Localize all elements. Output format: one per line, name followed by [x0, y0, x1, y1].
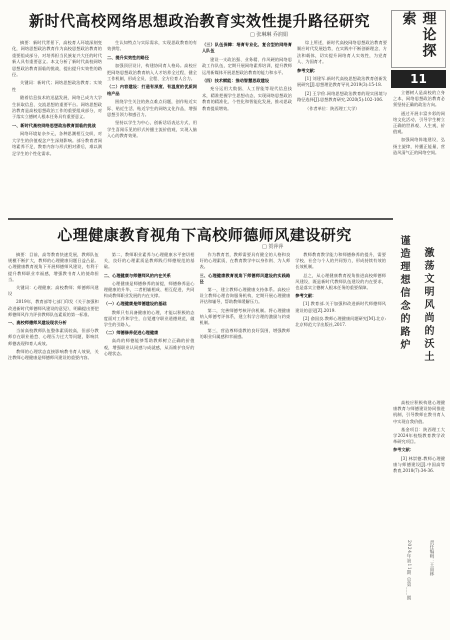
paragraph: 教师的心理状态直接影响教书育人效果，关注教师心理健康是师德师风建设的重要内容。 — [8, 348, 99, 361]
paragraph: 第三，营造尊师重教的良好氛围，增强教师的职业归属感和幸福感。 — [199, 328, 291, 340]
paragraph: 当前高校教师队伍整体素质较高，但部分教师存在职业倦怠、心理压力过大等问题，影响其师德表现和育人成效。 — [8, 328, 99, 346]
article1-col1 — [12, 40, 102, 220]
paragraph: 高尚的师德能够帮助教师树立正确的价值观，增强职业认同感与成就感，从而维护良好的心理状态。 — [103, 338, 195, 356]
article2-col3 — [200, 252, 291, 632]
subheading: 二、提升实效性的路径 — [107, 54, 149, 60]
paragraph: [1] 教育部.关于加强和改进新时代师德师风建设的意见[Z].2019. — [295, 301, 386, 313]
paragraph: 第二，完善师德考核评价机制。将心理健康纳入师德考评体系，建立科学合理的激励与约束机制。 — [199, 307, 291, 326]
paragraph: [1] 刘建军.新时代高校思想政治教育创新发展研究[J].思想理论教育导刊,2019(3):15-18. — [297, 76, 387, 88]
paragraph: 综上所述，新时代高校网络思想政治教育要顺应时代发展趋势，在实践中不断创新理念、方法和载体，切实提升网络育人实效性，为党育人、为国育才。 — [297, 40, 387, 65]
article2-author: □ 贺萍萍 — [262, 244, 284, 250]
paragraph: 教师只有具备健康的心理，才能以积极的态度面对工作和学生，自觉遵守职业道德规范，做学生的引路人。 — [103, 309, 195, 328]
subheading: 一、新时代高校网络思想政治教育面临的挑战 — [12, 122, 96, 128]
slogan-block — [392, 235, 447, 395]
subheading: （二）内容建设：打造有深度、有温度的优质网络产品 — [107, 84, 197, 96]
paragraph: 建设一支政治强、业务精、作风硬的网络思政工作队伍，定期开展网络素养培训，提升教师运用新媒体开展思想政治教育的能力和水平。 — [202, 56, 292, 75]
subheading: （二）师德修养促进心理健康 — [103, 330, 159, 336]
article1-title: 新时代高校网络思想政治教育实效性提升路径研究 — [28, 12, 370, 30]
paragraph: 加强网络阵地建设，弘扬主旋律，传播正能量，营造风清气正的网络空间。 — [393, 137, 445, 155]
article2-col4 — [295, 252, 386, 632]
paragraph: 基金项目：陕西理工大学2024年校级教育教学改革研究项目。 — [393, 426, 445, 445]
paragraph: 摘要：目前，高等教育快速发展，教师队伍规模不断扩大，教师的心理健康问题日益凸显。心理健康教育视角下开展师德师风建设，有利于提升教师职业幸福感，增强教书育人的使命担当。 — [8, 252, 99, 282]
column-name-box — [391, 10, 446, 68]
paragraph: [3] 林崇德.教师心理健康与师德建设[J].中国高等教育,2018(7):34-36. — [393, 455, 445, 474]
paragraph: 通过开展丰富多彩的网络文化活动，引导学生树立正确的世界观、人生观、价值观。 — [393, 110, 445, 135]
editor-credit: 责任编辑：王雨林 — [429, 540, 434, 576]
sidebar-text — [393, 90, 445, 230]
paragraph: [2] 俞国良.教师心理健康问题研究[M].北京:北京师范大学出版社,2017. — [295, 315, 386, 328]
article2-col1 — [8, 252, 99, 632]
paragraph: 2019年，教育部等七部门印发《关于加强和改进新时代师德师风建设的意见》，明确提出要把师德师风作为评价教师队伍素质的第一标准。 — [8, 299, 99, 317]
paragraph: （作者单位：陕西理工大学） — [305, 105, 360, 111]
slogan-1: 谨造理想信念的路炉 — [398, 235, 409, 352]
article1-col2 — [107, 40, 197, 220]
subheading: 一、高校师德师风建设现状分析 — [8, 320, 67, 326]
paragraph: 高校应积极构建心理健康教育与师德建设协同推进机制，引导教师在教书育人中实现自我价值。 — [393, 400, 445, 424]
paragraph: 坚持以学生为中心，创新话语表达方式，用学生喜闻乐见的形式传播主流价值观，实现入脑入心的教育效果。 — [107, 120, 197, 139]
paragraph: 教师教育教学能力和师德修养的提升，需要学校、社会与个人的共同努力，形成持续有效的长效机制。 — [295, 252, 386, 270]
paragraph: 心理健康是师德修养的前提，师德修养是心理健康的升华，二者相辅相成、相互促进，共同构成教师职业发展的内在支撑。 — [103, 280, 195, 299]
paragraph: 网络环境复杂多元，各种思潮相互交织，对大学生的价值观念产生深刻影响。部分教育者网络素养不足，教育内容与形式相对滞后，难以满足学生的个性化需求。 — [12, 131, 102, 156]
paragraph: 关键词：新时代；网络思想政治教育；实效性 — [12, 80, 102, 92]
article1-body — [12, 40, 387, 220]
paragraph: 参考文献： — [393, 447, 414, 453]
paragraph: 作为教育者，教师需要具有健全的人格和良好的心理素质，在教育教学中以身作则、为人师表。 — [199, 252, 291, 270]
article2-col2 — [104, 252, 195, 632]
article1-col4 — [297, 40, 387, 220]
column-name: 理论探索 — [400, 11, 437, 59]
subheading: 三、心理健康教育视角下师德师风建设的实践路径 — [199, 272, 291, 284]
slogan-2: 激荡文明风尚的沃土 — [422, 247, 433, 364]
paragraph: 立德树人是高校的立身之本，网络思想政治教育必须坚持正确的政治方向。 — [393, 90, 445, 108]
article1-author: □ 张琳琳 乔润娟 — [250, 32, 288, 38]
subheading: 参考文献： — [295, 293, 317, 299]
paragraph: 关键词：心理健康；高校教师；师德师风建设 — [8, 285, 99, 297]
sidebar-bottom-text — [393, 400, 445, 590]
paragraph: 加强顶层设计，构建协同育人格局。高校应把网络思想政治教育纳入人才培养全过程，健全工作机制，形成全员、全程、全方位育人合力。 — [107, 63, 197, 82]
section-divider — [8, 218, 393, 220]
article2-body — [8, 252, 386, 632]
paragraph: 充分运用大数据、人工智能等现代信息技术，精准把握学生思想动态，实现网络思想政治教育的精准化、个性化和智能化发展，推动思政教育提质增效。 — [202, 86, 292, 111]
article2-title: 心理健康教育视角下高校师德师风建设研究 — [57, 226, 352, 244]
paragraph: 第一，建立教师心理健康支持体系。高校应设立教师心理咨询服务机构，定期开展心理健康评估和辅导，帮助教师缓解压力。 — [199, 287, 291, 305]
paragraph: 围绕学生关注的热点难点问题，创作贴近实际、贴近生活、贴近学生的网络文化作品，增强思想引领力和感召力。 — [107, 99, 197, 118]
subheading: 二、心理健康与师德师风的内在关系 — [103, 272, 171, 278]
paragraph: 随着信息技术的迅猛发展，网络已成为大学生获取信息、交流思想的重要平台。网络思想政治教育是高校思想政治工作的重要组成部分，对于落实立德树人根本任务具有重要意义。 — [12, 95, 102, 120]
article1-col3 — [202, 40, 292, 220]
paragraph: 总之，从心理健康教育视角推进高校师德师风建设，既是新时代教师队伍建设的内在要求，也是落实立德树人根本任务的重要保障。 — [295, 272, 386, 291]
paragraph: 第二，教师职业素养与心理健康水平密切相关，良好的心理素质是教师践行师德规范的基础。 — [103, 252, 195, 270]
page-number: 11 — [391, 70, 446, 88]
subheading: 参考文献： — [297, 67, 318, 73]
subheading: （三）队伍保障：培育专业化、复合型的网络育人队伍 — [202, 42, 292, 54]
subheading: （四）技术赋能：推动智慧思政建设 — [202, 78, 270, 84]
paragraph: 摘要：新时代背景下，高校育人环境深刻变化，网络思想政治教育作为高校思想政治教育的重要组成部分，对培养担当民族复兴大任的时代新人具有重要意义。本文分析了新时代高校网络思想政治教育面临的挑战，提出提升实效性的路径。 — [12, 40, 102, 78]
paragraph: [2] 王学俭.网络思想政治教育的现实困境与路径选择[J].思想教育研究,2020(5):102-106. — [297, 90, 387, 103]
subheading: （一）心理健康是师德建设的基础 — [103, 301, 167, 307]
issue-footer: 2024年第11期 总第___期 — [406, 540, 411, 601]
paragraph: 生认知特点与实际需求，实现思政教育的有效供给。 — [107, 40, 197, 52]
